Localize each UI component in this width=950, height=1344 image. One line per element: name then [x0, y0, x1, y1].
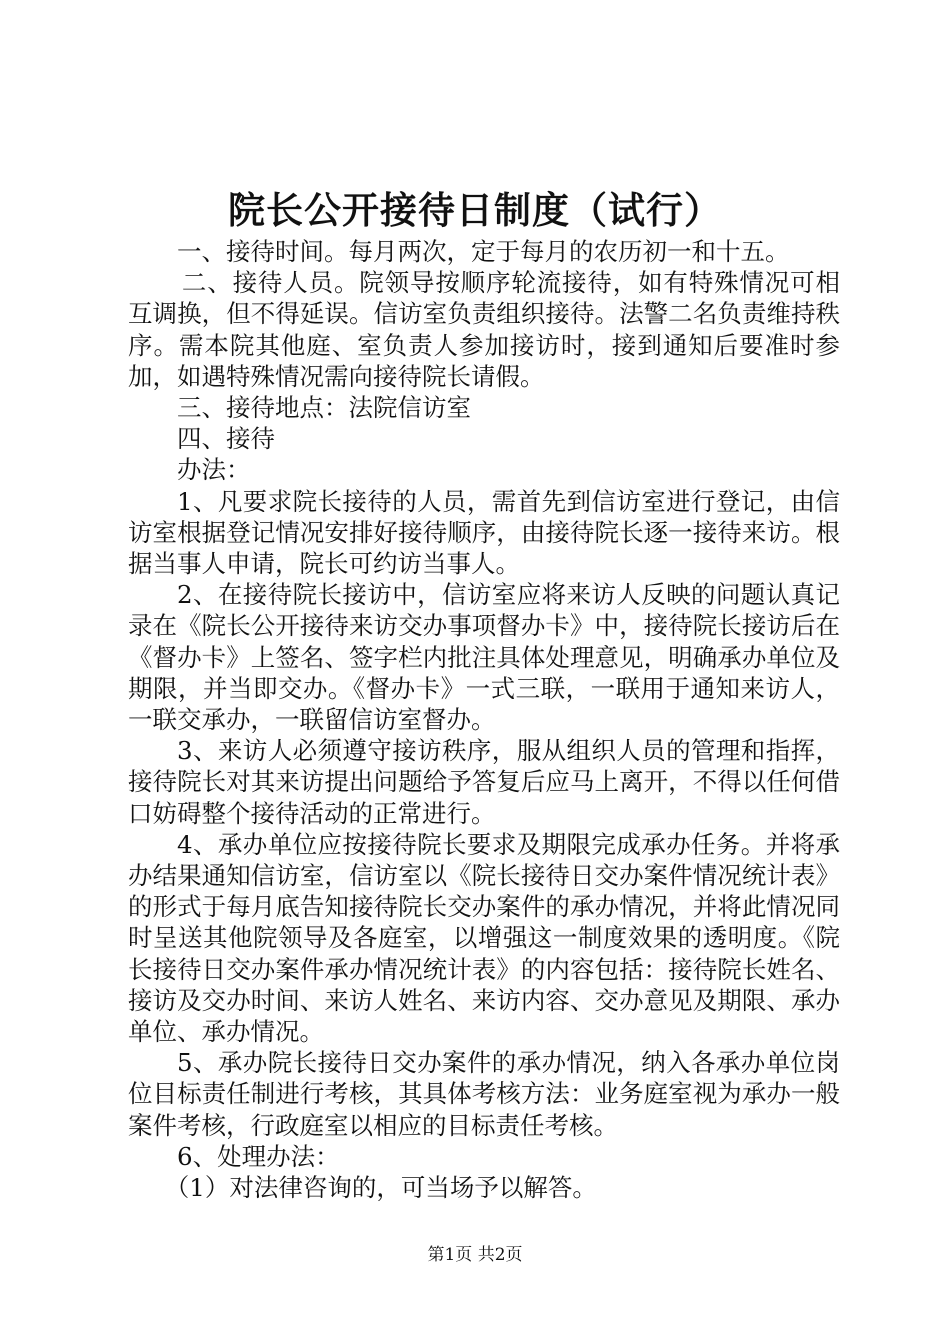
page-footer: 第1页 共2页 [427, 1245, 523, 1265]
paragraph-rule-6-item-1: （1）对法律咨询的，可当场予以解答。 [164, 1173, 597, 1203]
paragraph-rule-6: 6、处理办法： [177, 1141, 340, 1171]
paragraph-methods-heading: 办法： [177, 455, 251, 485]
paragraph-rule-3: 3、来访人必须遵守接访秩序，服从组织人员的管理和指挥，接待院长对其来访提出问题给予答复后应马上离开，不得以任何借口妨碍整个接待活动的正常进行。 [128, 736, 840, 828]
document-body [128, 236, 840, 1203]
paragraph-reception-staff: 二、接待人员。院领导按顺序轮流接待，如有特殊情况可相互调换，但不得延误。信访室负责组织接待。法警二名负责维持秩序。需本院其他庭、室负责人参加接访时，接到通知后要准时参加，如遇特殊情况需向接待院长请假。 [128, 268, 840, 391]
document-title: 院长公开接待日制度（试行） [228, 188, 722, 232]
paragraph-rule-2: 2、在接待院长接访中，信访室应将来访人反映的问题认真记录在《院长公开接待来访交办事项督办卡》中，接待院长接访后在《督办卡》上签名、签字栏内批注具体处理意见，明确承办单位及期限，并当即交办。《督办卡》一式三联，一联用于通知来访人，一联交承办，一联留信访室督办。 [128, 580, 840, 735]
paragraph-rule-1: 1、凡要求院长接待的人员，需首先到信访室进行登记，由信访室根据登记情况安排好接待顺序，由接待院长逐一接待来访。根据当事人申请，院长可约访当事人。 [128, 486, 840, 579]
paragraph-reception-location: 三、接待地点：法院信访室 [177, 393, 471, 423]
paragraph-reception-time: 一、接待时间。每月两次，定于每月的农历初一和十五。 [177, 237, 790, 266]
paragraph-reception-heading: 四、接待 [177, 424, 275, 454]
paragraph-rule-5: 5、承办院长接待日交办案件的承办情况，纳入各承办单位岗位目标责任制进行考核，其具体考核方法：业务庭室视为承办一般案件考核，行政庭室以相应的目标责任考核。 [128, 1048, 840, 1140]
paragraph-rule-4: 4、承办单位应按接待院长要求及期限完成承办任务。并将承办结果通知信访室，信访室以《院长接待日交办案件情况统计表》的形式于每月底告知接待院长交办案件的承办情况，并将此情况同时呈送其他院领导及各庭室，以增强这一制度效果的透明度。《院长接待日交办案件承办情况统计表》的内容包括：接待院长姓名、接访及交办时间、来访人姓名、来访内容、交办意见及期限、承办单位、承办情况。 [128, 829, 840, 1047]
